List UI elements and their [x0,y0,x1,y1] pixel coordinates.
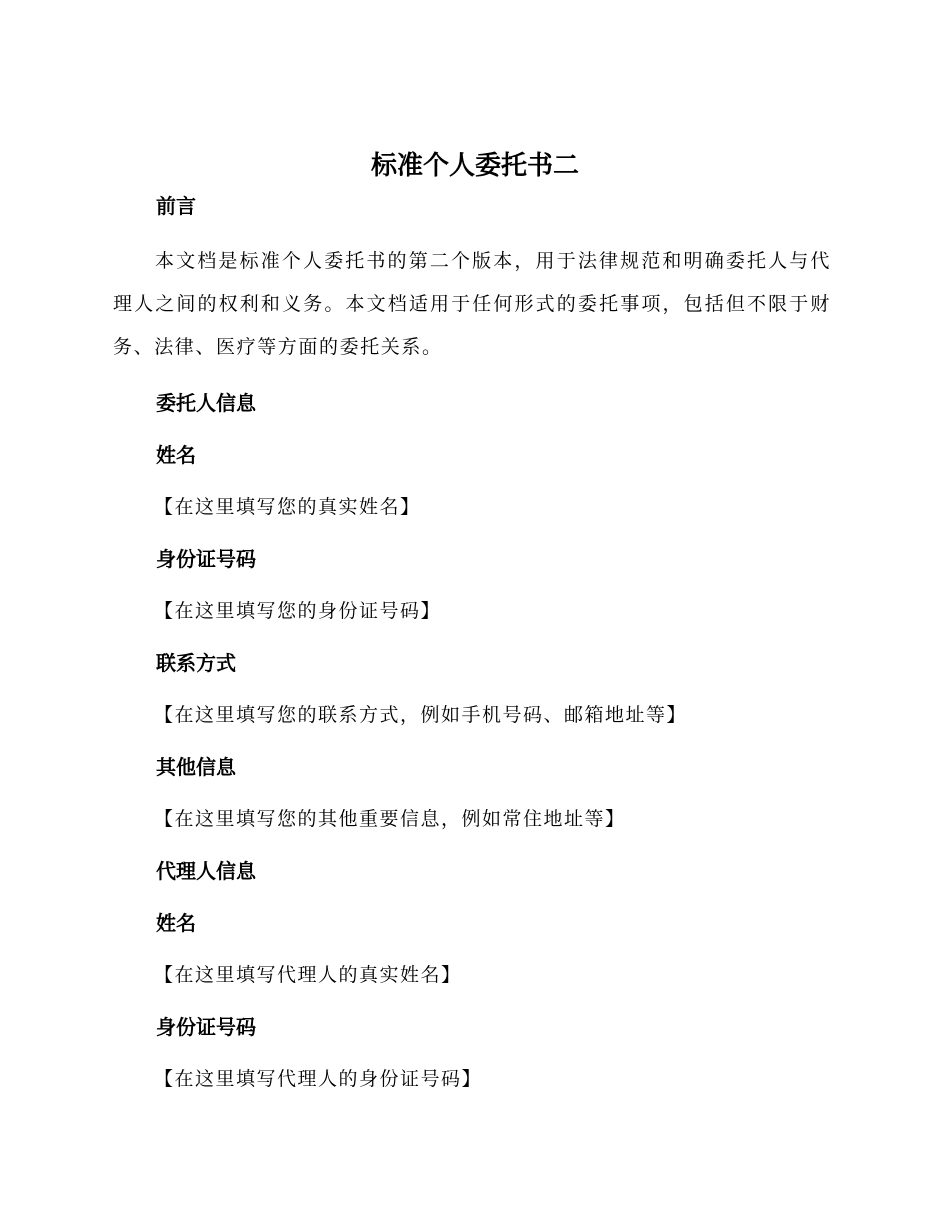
principal-contact-value: 【在这里填写您的联系方式，例如手机号码、邮箱地址等】 [154,704,688,726]
principal-name-label: 姓名 [156,443,196,467]
document-title: 标准个人委托书二 [370,151,579,181]
principal-other-label: 其他信息 [156,755,236,779]
principal-id-label: 身份证号码 [156,547,256,571]
principal-section-heading: 委托人信息 [156,391,256,415]
agent-name-label: 姓名 [156,911,196,935]
agent-id-label: 身份证号码 [156,1015,256,1039]
agent-section-heading: 代理人信息 [156,859,256,883]
preface-paragraph: 本文档是标准个人委托书的第二个版本，用于法律规范和明确委托人与代理人之间的权利和义务。本文档适用于任何形式的委托事项，包括但不限于财务、法律、医疗等方面的委托关系。 [113,250,831,358]
agent-name-value: 【在这里填写代理人的真实姓名】 [154,964,462,986]
principal-name-value: 【在这里填写您的真实姓名】 [154,496,421,518]
principal-other-value: 【在这里填写您的其他重要信息，例如常住地址等】 [154,808,626,830]
principal-id-value: 【在这里填写您的身份证号码】 [154,600,442,622]
agent-id-value: 【在这里填写代理人的身份证号码】 [154,1068,483,1090]
preface-heading: 前言 [156,194,196,218]
document-body [113,188,831,1097]
principal-contact-label: 联系方式 [156,651,236,675]
